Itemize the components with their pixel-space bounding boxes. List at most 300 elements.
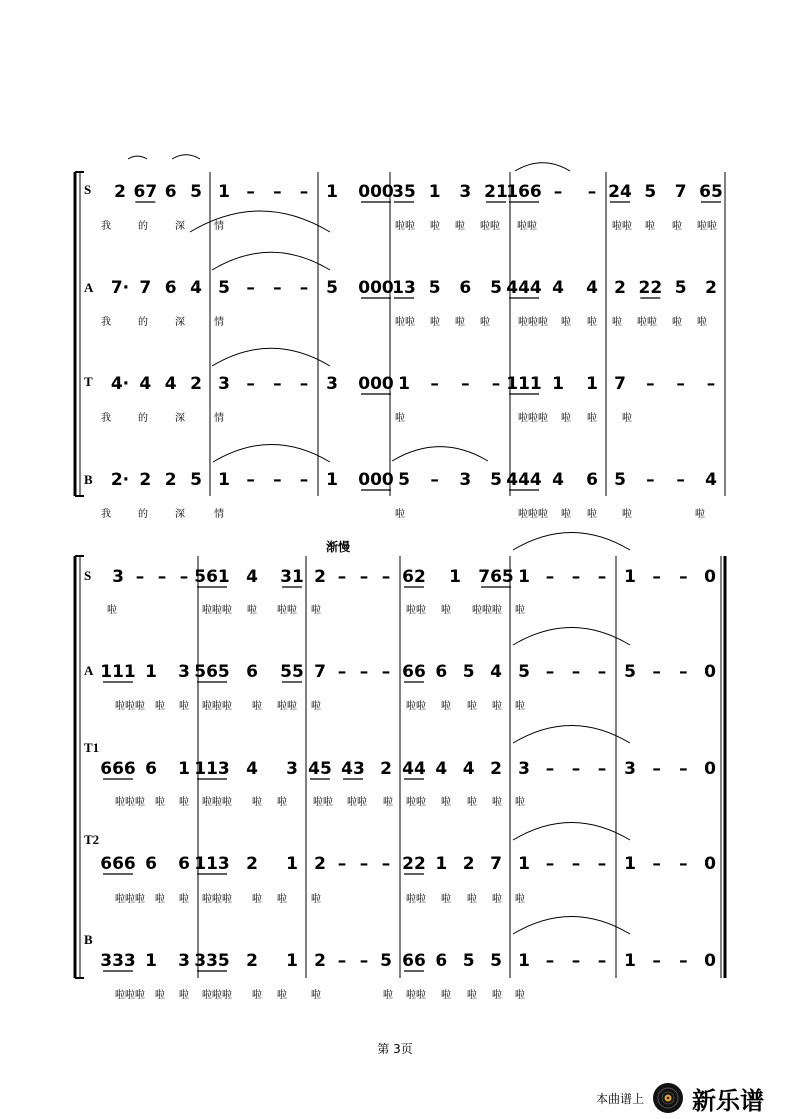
- jianpu-note: 3: [459, 182, 472, 202]
- jianpu-note: 2: [614, 278, 626, 298]
- lyric-syllable: 深: [175, 221, 185, 232]
- lyric-syllable: 啦: [252, 990, 262, 1001]
- jianpu-note: –: [299, 278, 309, 298]
- lyric-syllable: 啦: [492, 797, 502, 808]
- jianpu-note: 4: [552, 470, 564, 490]
- lyric-syllable: 啦: [155, 797, 165, 808]
- lyric-syllable: 啦: [383, 990, 393, 1001]
- lyric-syllable: 啦: [252, 894, 262, 905]
- jianpu-note: 5: [190, 182, 202, 202]
- jianpu-note: 1: [286, 854, 298, 874]
- jianpu-note: 2: [462, 854, 475, 874]
- lyric-syllable: 啦: [515, 797, 525, 808]
- jianpu-note: 335: [194, 951, 230, 971]
- lyric-syllable: 啦: [430, 317, 440, 328]
- jianpu-note: 67: [133, 182, 158, 202]
- jianpu-note: 1: [145, 662, 157, 682]
- jianpu-note: –: [571, 567, 581, 587]
- jianpu-note: 3: [218, 374, 230, 394]
- jianpu-note: 1: [178, 759, 190, 779]
- jianpu-note: 000: [358, 470, 394, 490]
- voice-label: B: [84, 472, 93, 487]
- jianpu-note: 6: [145, 854, 157, 874]
- jianpu-note: –: [652, 567, 661, 587]
- jianpu-note: 1: [145, 951, 157, 971]
- jianpu-note: 1: [218, 470, 230, 490]
- jianpu-note: 5: [644, 182, 657, 202]
- voice-label: T: [84, 374, 93, 389]
- jianpu-note: 4: [586, 278, 598, 298]
- lyric-syllable: 啦: [179, 894, 189, 905]
- jianpu-note: 5: [624, 662, 636, 682]
- jianpu-note: 4: [139, 374, 152, 394]
- lyric-syllable: 的: [138, 317, 148, 328]
- jianpu-note: 3: [326, 374, 338, 394]
- jianpu-note: –: [157, 567, 167, 587]
- jianpu-note: 113: [194, 854, 230, 874]
- lyric-syllable: 我: [101, 413, 111, 424]
- jianpu-note: 5: [380, 951, 392, 971]
- lyric-syllable: 啦: [587, 413, 597, 424]
- lyric-syllable: 啦: [441, 701, 451, 712]
- lyric-syllable: 啦: [277, 894, 287, 905]
- lyric-syllable: 啦: [311, 894, 321, 905]
- jianpu-note: 4: [190, 278, 202, 298]
- voice-label: S: [84, 182, 92, 197]
- jianpu-note: 2: [139, 470, 152, 490]
- lyric-syllable: 啦啦啦: [202, 701, 232, 712]
- jianpu-note: –: [652, 662, 661, 682]
- lyric-syllable: 啦啦啦: [202, 990, 232, 1001]
- jianpu-note: 0: [704, 662, 716, 682]
- jianpu-note: 44: [402, 759, 426, 779]
- jianpu-note: 561: [194, 567, 230, 587]
- voice-label: A: [84, 280, 94, 295]
- lyric-syllable: 我: [101, 317, 111, 328]
- voice-label: T2: [84, 832, 100, 847]
- lyric-syllable: 的: [138, 413, 148, 424]
- jianpu-note: 2: [164, 470, 177, 490]
- lyric-syllable: 啦啦啦: [202, 797, 232, 808]
- lyric-syllable: 啦啦: [406, 894, 426, 905]
- jianpu-note: 4: [705, 470, 717, 490]
- jianpu-note: –: [545, 662, 555, 682]
- lyric-syllable: 啦啦啦: [518, 413, 548, 424]
- lyric-syllable: 啦啦啦: [115, 990, 145, 1001]
- jianpu-note: 6: [145, 759, 157, 779]
- jianpu-note: 3: [286, 759, 298, 779]
- jianpu-note: 5: [490, 951, 502, 971]
- lyric-syllable: 啦: [467, 797, 477, 808]
- footer-brand: [596, 1080, 764, 1116]
- jianpu-note: 0: [704, 759, 716, 779]
- jianpu-note: 2: [490, 759, 502, 779]
- jianpu-note: 45: [308, 759, 332, 779]
- jianpu-note: 31: [280, 567, 304, 587]
- jianpu-note: 5: [428, 278, 441, 298]
- jianpu-note: 24: [608, 182, 632, 202]
- lyric-syllable: 啦: [455, 317, 465, 328]
- lyric-syllable: 啦: [612, 317, 622, 328]
- jianpu-note: –: [679, 567, 688, 587]
- jianpu-note: –: [545, 759, 555, 779]
- jianpu-note: –: [246, 470, 255, 490]
- jianpu-note: 1: [449, 567, 461, 587]
- lyric-syllable: 啦: [645, 221, 655, 232]
- record-logo-icon: [652, 1082, 684, 1114]
- lyric-syllable: 啦啦: [406, 605, 426, 616]
- jianpu-note: –: [545, 567, 555, 587]
- jianpu-note: 5: [490, 278, 502, 298]
- lyric-syllable: 啦啦: [406, 990, 426, 1001]
- slur-arc: [213, 444, 330, 462]
- jianpu-note: 1: [586, 374, 598, 394]
- lyric-syllable: 我: [101, 509, 111, 520]
- jianpu-note: 7: [674, 182, 687, 202]
- jianpu-note: –: [135, 567, 145, 587]
- slur-arc: [515, 163, 570, 171]
- lyric-syllable: 啦啦啦: [115, 894, 145, 905]
- lyric-syllable: 啦啦: [277, 701, 297, 712]
- lyric-syllable: 情: [214, 413, 224, 424]
- jianpu-note: 65: [699, 182, 723, 202]
- jianpu-note: 66: [402, 951, 426, 971]
- jianpu-note: 6: [435, 662, 448, 682]
- jianpu-note: –: [545, 951, 555, 971]
- jianpu-note: 4: [490, 662, 502, 682]
- jianpu-note: –: [337, 567, 347, 587]
- jianpu-note: –: [273, 278, 282, 298]
- jianpu-note: –: [246, 182, 255, 202]
- lyric-syllable: 啦: [561, 509, 571, 520]
- lyric-syllable: 啦: [441, 990, 451, 1001]
- jianpu-note: 6: [586, 470, 598, 490]
- lyric-syllable: 啦啦啦: [115, 701, 145, 712]
- jianpu-note: –: [299, 374, 309, 394]
- jianpu-note: 1: [428, 182, 441, 202]
- jianpu-note: 5: [326, 278, 338, 298]
- footer-brand-name: 新乐谱: [692, 1086, 765, 1115]
- jianpu-note: 7·: [110, 278, 130, 298]
- slur-arc: [212, 348, 330, 366]
- jianpu-note: 3: [518, 759, 530, 779]
- lyric-syllable: 啦: [480, 317, 490, 328]
- lyric-syllable: 啦啦: [277, 605, 297, 616]
- jianpu-note: 444: [506, 278, 542, 298]
- jianpu-note: 111: [100, 662, 136, 682]
- lyric-syllable: 啦: [383, 797, 393, 808]
- jianpu-note: –: [571, 759, 581, 779]
- jianpu-note: 0: [704, 854, 716, 874]
- jianpu-note: 6: [459, 278, 472, 298]
- jianpu-note: 1: [518, 854, 530, 874]
- jianpu-note: 0: [704, 567, 716, 587]
- jianpu-note: –: [676, 470, 685, 490]
- slur-arc: [392, 447, 488, 461]
- jianpu-note: –: [652, 951, 661, 971]
- jianpu-note: 6: [178, 854, 190, 874]
- jianpu-note: 2: [114, 182, 126, 202]
- jianpu-note: 22: [638, 278, 663, 298]
- lyric-syllable: 啦啦: [395, 317, 415, 328]
- jianpu-note: 55: [280, 662, 304, 682]
- jianpu-note: 1: [624, 567, 636, 587]
- lyric-syllable: 啦: [311, 701, 321, 712]
- slur-arc: [513, 822, 630, 840]
- lyric-syllable: 啦: [311, 605, 321, 616]
- lyric-syllable: 啦: [395, 413, 405, 424]
- jianpu-note: –: [597, 662, 607, 682]
- jianpu-note: 3: [178, 662, 190, 682]
- jianpu-note: –: [246, 278, 255, 298]
- jianpu-note: 765: [478, 567, 514, 587]
- lyric-syllable: 情: [214, 509, 224, 520]
- score-system: [75, 532, 725, 1001]
- slur-arc: [513, 725, 630, 743]
- jianpu-note: 2: [705, 278, 717, 298]
- jianpu-note: –: [597, 951, 607, 971]
- jianpu-note: 2: [246, 854, 258, 874]
- jianpu-note: 4: [246, 759, 258, 779]
- lyric-syllable: 啦: [622, 413, 632, 424]
- jianpu-note: –: [679, 662, 688, 682]
- jianpu-note: 13: [392, 278, 416, 298]
- jianpu-note: 5: [490, 470, 502, 490]
- jianpu-note: –: [571, 662, 581, 682]
- jianpu-note: 1: [518, 567, 530, 587]
- jianpu-note: 666: [100, 854, 136, 874]
- lyric-syllable: 啦啦: [517, 221, 537, 232]
- jianpu-note: 7: [139, 278, 152, 298]
- jianpu-note: –: [571, 854, 581, 874]
- lyric-syllable: 啦: [672, 221, 682, 232]
- lyric-syllable: 啦: [492, 990, 502, 1001]
- jianpu-note: 62: [402, 567, 426, 587]
- jianpu-note: 1: [326, 470, 338, 490]
- jianpu-note: 21: [484, 182, 508, 202]
- lyric-syllable: 啦: [492, 894, 502, 905]
- jianpu-note: 6: [164, 278, 177, 298]
- footer-caption: 本曲谱上: [596, 1091, 645, 1106]
- jianpu-note: 7: [490, 854, 502, 874]
- jianpu-note: –: [597, 854, 607, 874]
- jianpu-note: –: [359, 951, 369, 971]
- tempo-marking: 渐慢: [325, 540, 351, 554]
- lyric-syllable: 啦: [467, 990, 477, 1001]
- jianpu-note: 113: [194, 759, 230, 779]
- lyric-syllable: 啦: [107, 605, 117, 616]
- jianpu-note: –: [597, 759, 607, 779]
- lyric-syllable: 啦啦: [406, 701, 426, 712]
- lyric-syllable: 啦: [455, 221, 465, 232]
- slur-arc: [513, 627, 630, 645]
- lyric-syllable: 啦: [441, 797, 451, 808]
- lyric-syllable: 啦啦: [612, 221, 632, 232]
- slur-arc: [212, 252, 330, 270]
- jianpu-note: –: [381, 854, 391, 874]
- jianpu-note: 7: [314, 662, 326, 682]
- jianpu-note: 43: [341, 759, 365, 779]
- lyric-syllable: 啦啦啦: [115, 797, 145, 808]
- jianpu-note: 4·: [110, 374, 130, 394]
- lyric-syllable: 啦: [587, 509, 597, 520]
- lyric-syllable: 深: [175, 413, 185, 424]
- jianpu-note: 2: [380, 759, 392, 779]
- jianpu-note: 2: [190, 374, 202, 394]
- jianpu-note: –: [246, 374, 255, 394]
- jianpu-note: –: [179, 567, 189, 587]
- jianpu-note: 66: [402, 662, 426, 682]
- lyric-syllable: 啦: [492, 701, 502, 712]
- jianpu-note: 4: [435, 759, 448, 779]
- jianpu-note: –: [652, 759, 661, 779]
- jianpu-note: 5: [398, 470, 410, 490]
- jianpu-note: 22: [402, 854, 426, 874]
- jianpu-note: 565: [194, 662, 230, 682]
- jianpu-note: –: [273, 374, 282, 394]
- jianpu-note: –: [381, 567, 391, 587]
- jianpu-note: 5: [462, 951, 475, 971]
- jianpu-note: 2: [246, 951, 258, 971]
- jianpu-note: 2: [314, 854, 326, 874]
- lyric-syllable: 啦: [247, 605, 257, 616]
- jianpu-note: –: [676, 374, 685, 394]
- lyric-syllable: 啦: [395, 509, 405, 520]
- jianpu-note: 4: [246, 567, 258, 587]
- jianpu-note: –: [646, 470, 655, 490]
- jianpu-note: 6: [164, 182, 177, 202]
- lyric-syllable: 啦: [252, 701, 262, 712]
- lyric-syllable: 啦: [155, 894, 165, 905]
- voice-label: S: [84, 568, 92, 583]
- jianpu-note: –: [381, 662, 391, 682]
- lyric-syllable: 啦啦: [395, 221, 415, 232]
- lyric-syllable: 啦啦啦: [472, 605, 502, 616]
- jianpu-note: 5: [462, 662, 475, 682]
- lyric-syllable: 我: [101, 221, 111, 232]
- jianpu-note: 7: [614, 374, 626, 394]
- jianpu-note: –: [597, 567, 607, 587]
- jianpu-note: –: [359, 567, 369, 587]
- jianpu-note: 1: [624, 951, 636, 971]
- lyric-syllable: 啦: [515, 701, 525, 712]
- lyric-syllable: 情: [214, 317, 224, 328]
- jianpu-note: 3: [112, 567, 124, 587]
- lyric-syllable: 啦: [515, 990, 525, 1001]
- jianpu-note: –: [652, 854, 661, 874]
- jianpu-note: 3: [178, 951, 190, 971]
- jianpu-note: –: [299, 470, 309, 490]
- lyric-syllable: 啦啦: [313, 797, 333, 808]
- jianpu-note: 1: [398, 374, 410, 394]
- voice-label: A: [84, 663, 94, 678]
- lyric-syllable: 的: [138, 509, 148, 520]
- jianpu-note: 5: [218, 278, 230, 298]
- lyric-syllable: 啦: [179, 797, 189, 808]
- jianpu-note: –: [587, 182, 597, 202]
- jianpu-note: 166: [506, 182, 542, 202]
- slur-arc: [172, 155, 200, 159]
- jianpu-note: 6: [246, 662, 258, 682]
- slur-arc: [513, 532, 630, 550]
- lyric-syllable: 啦: [155, 990, 165, 1001]
- jianpu-note: –: [337, 662, 347, 682]
- lyric-syllable: 啦: [155, 701, 165, 712]
- lyric-syllable: 啦: [430, 221, 440, 232]
- jianpu-note: –: [571, 951, 581, 971]
- lyric-syllable: 啦: [697, 317, 707, 328]
- lyric-syllable: 啦: [179, 990, 189, 1001]
- lyric-syllable: 啦: [467, 701, 477, 712]
- jianpu-note: 5: [518, 662, 530, 682]
- lyric-syllable: 啦: [252, 797, 262, 808]
- lyric-syllable: 啦: [672, 317, 682, 328]
- lyric-syllable: 啦: [695, 509, 705, 520]
- jianpu-note: 1: [518, 951, 530, 971]
- lyric-syllable: 啦: [587, 317, 597, 328]
- jianpu-note: 000: [358, 278, 394, 298]
- lyric-syllable: 深: [175, 509, 185, 520]
- jianpu-note: –: [553, 182, 563, 202]
- lyric-syllable: 啦啦: [347, 797, 367, 808]
- page-number: [0, 1040, 790, 1058]
- jianpu-note: –: [337, 854, 347, 874]
- jianpu-note: –: [359, 854, 369, 874]
- jianpu-note: 1: [286, 951, 298, 971]
- jianpu-note: –: [545, 854, 555, 874]
- jianpu-note: –: [491, 374, 501, 394]
- lyric-syllable: 啦: [311, 990, 321, 1001]
- jianpu-note: –: [706, 374, 716, 394]
- slur-arc: [190, 211, 330, 232]
- jianpu-note: –: [646, 374, 655, 394]
- lyric-syllable: 啦: [277, 797, 287, 808]
- jianpu-note: –: [461, 374, 470, 394]
- voice-label: T1: [84, 740, 100, 755]
- lyric-syllable: 啦: [441, 605, 451, 616]
- jianpu-note: 4: [552, 278, 564, 298]
- lyric-syllable: 啦: [622, 509, 632, 520]
- jianpu-note: –: [679, 854, 688, 874]
- lyric-syllable: 啦啦啦: [202, 894, 232, 905]
- lyric-syllable: 啦啦: [480, 221, 500, 232]
- jianpu-note: 5: [614, 470, 626, 490]
- jianpu-note: 2: [314, 951, 326, 971]
- jianpu-note: 5: [674, 278, 687, 298]
- lyric-syllable: 啦: [515, 605, 525, 616]
- jianpu-note: 1: [552, 374, 564, 394]
- lyric-syllable: 啦啦啦: [202, 605, 232, 616]
- jianpu-note: 1: [218, 182, 230, 202]
- jianpu-note: 5: [190, 470, 202, 490]
- jianpu-note: 2·: [110, 470, 130, 490]
- jianpu-note: –: [273, 470, 282, 490]
- lyric-syllable: 啦啦: [637, 317, 657, 328]
- jianpu-note: –: [273, 182, 282, 202]
- jianpu-note: 000: [358, 374, 394, 394]
- voice-label: B: [84, 932, 93, 947]
- jianpu-note: 0: [704, 951, 716, 971]
- jianpu-note: 4: [164, 374, 177, 394]
- lyric-syllable: 深: [175, 317, 185, 328]
- page-number-text: 第 3页: [377, 1042, 413, 1056]
- jianpu-note: 3: [624, 759, 636, 779]
- lyric-syllable: 啦啦啦: [518, 509, 548, 520]
- jianpu-note: 333: [100, 951, 136, 971]
- jianpu-note: 1: [624, 854, 636, 874]
- lyric-syllable: 啦: [515, 894, 525, 905]
- jianpu-note: –: [359, 662, 369, 682]
